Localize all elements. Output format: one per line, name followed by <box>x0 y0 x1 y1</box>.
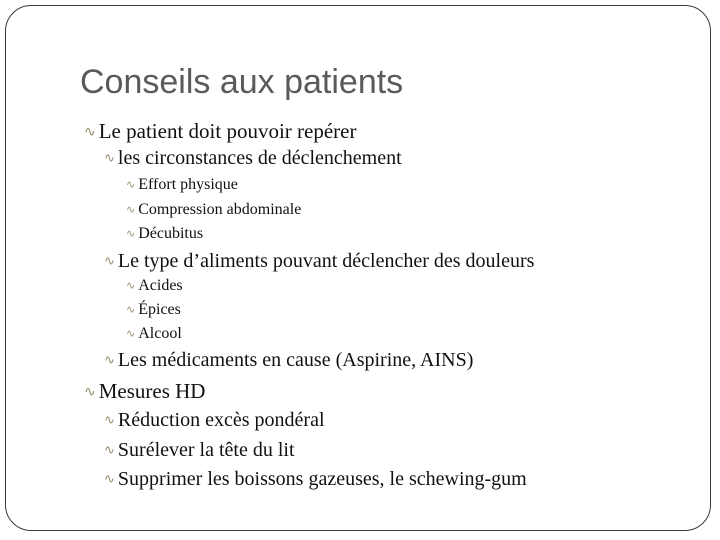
bullet-text: Acides <box>138 277 183 294</box>
bullet-text: Compression abdominale <box>138 201 302 218</box>
bullet-level1 <box>84 378 205 406</box>
wave-bullet-icon: ∿ <box>84 125 96 140</box>
wave-bullet-icon: ∿ <box>104 442 115 457</box>
wave-bullet-icon: ∿ <box>126 304 136 316</box>
wave-bullet-icon: ∿ <box>84 385 96 400</box>
bullet-level3 <box>126 200 301 220</box>
bullet-text: Alcool <box>138 325 182 342</box>
bullet-text: les circonstances de déclenchement <box>117 147 402 169</box>
bullet-level3 <box>126 276 183 296</box>
bullet-level3 <box>126 324 182 344</box>
bullet-text: Décubitus <box>138 225 204 242</box>
bullet-level2 <box>104 467 527 491</box>
bullet-text: Effort physique <box>138 176 238 193</box>
bullet-level3 <box>126 300 181 320</box>
wave-bullet-icon: ∿ <box>104 471 115 486</box>
wave-bullet-icon: ∿ <box>104 412 115 427</box>
slide-title: Conseils aux patients <box>80 63 404 101</box>
wave-bullet-icon: ∿ <box>126 204 136 216</box>
bullet-text: Réduction excès pondéral <box>117 409 325 431</box>
wave-bullet-icon: ∿ <box>126 179 136 191</box>
bullet-text: Mesures HD <box>98 379 206 403</box>
bullet-level2 <box>104 348 473 372</box>
bullet-text: Surélever la tête du lit <box>117 439 295 461</box>
bullet-text: Les médicaments en cause (Aspirine, AINS) <box>117 349 474 371</box>
bullet-text: Le type d’aliments pouvant déclencher des douleurs <box>117 250 535 272</box>
bullet-level2 <box>104 146 402 170</box>
bullet-text: Supprimer les boissons gazeuses, le schewing-gum <box>117 468 527 490</box>
bullet-level3 <box>126 224 203 244</box>
wave-bullet-icon: ∿ <box>126 280 136 292</box>
bullet-level1 <box>84 118 356 146</box>
bullet-text: Épices <box>138 301 181 318</box>
wave-bullet-icon: ∿ <box>104 253 115 268</box>
bullet-level3 <box>126 175 238 195</box>
wave-bullet-icon: ∿ <box>104 352 115 367</box>
wave-bullet-icon: ∿ <box>126 328 136 340</box>
bullet-level2 <box>104 249 534 273</box>
wave-bullet-icon: ∿ <box>104 150 115 165</box>
bullet-level2 <box>104 438 295 462</box>
bullet-level2 <box>104 408 325 432</box>
wave-bullet-icon: ∿ <box>126 228 136 240</box>
bullet-text: Le patient doit pouvoir repérer <box>98 119 357 143</box>
